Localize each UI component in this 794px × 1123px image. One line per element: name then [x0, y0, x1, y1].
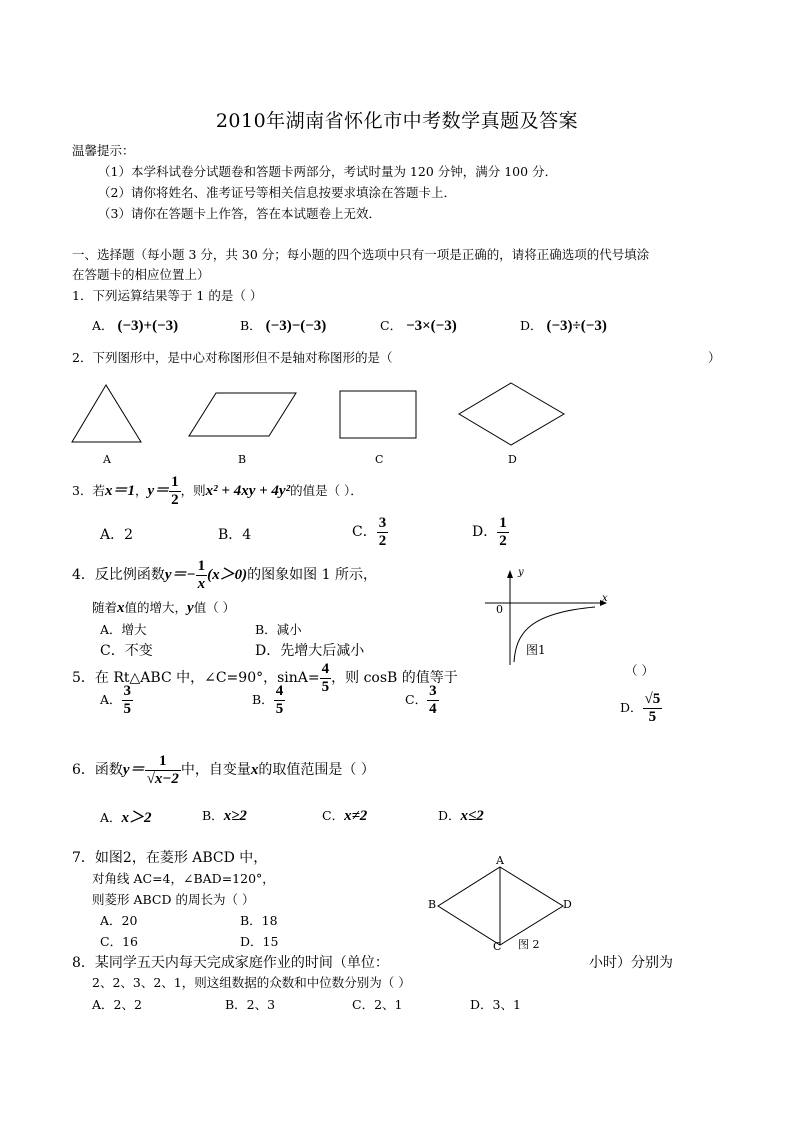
q2-stem: 2．下列图形中，是中心对称图形但不是轴对称图形的是（ — [72, 350, 393, 365]
q8-option-b: B．2、3 — [225, 997, 276, 1012]
q7-line2: 对角线 AC=4，∠BAD=120°， — [92, 871, 275, 886]
q8-option-d: D．3、1 — [470, 997, 521, 1012]
q7-fig-d: D — [563, 898, 572, 911]
q3-option-a: A．2 — [100, 527, 134, 543]
q1-option-a: A． (−3)+(−3) — [92, 318, 179, 334]
q2-paren-close: ） — [708, 350, 721, 365]
tips-heading: 温馨提示： — [72, 143, 135, 158]
q7-option-b: B．18 — [240, 913, 278, 928]
q8-line1: 8．某同学五天内每天完成家庭作业的时间（单位： — [72, 955, 389, 971]
q4-option-d: D．先增大后减小 — [255, 643, 365, 659]
q5-paren: （ ） — [625, 663, 654, 678]
q7-option-c: C．16 — [100, 934, 138, 949]
q2-label-d: D — [508, 453, 517, 466]
q4-stem: 4．反比例函数y＝− $\frac{1}{x}$ (x＞0)的图象如图 1 所示， — [72, 557, 377, 592]
q6-option-c: C．x≠2 — [322, 808, 368, 824]
q7-line1: 7．如图2，在菱形 ABCD 中， — [72, 850, 268, 866]
q8-option-c: C．2、1 — [352, 997, 403, 1012]
q3-option-b: B．4 — [218, 527, 252, 543]
q4-fig-x-label: x — [602, 593, 608, 604]
q5-option-d: D． $\frac{√5}{5}$ — [620, 691, 661, 725]
q5-stem: 5．在 Rt△ABC 中，∠C=90°，sinA= $\frac{4}{5}$ ，则 cosB 的值等于 — [72, 660, 458, 695]
q8-option-a: A．2、2 — [92, 997, 142, 1012]
q3-option-d: D． $\frac{1}{2}$ — [472, 514, 507, 549]
q1-stem: 1．下列运算结果等于 1 的是（ ） — [72, 288, 263, 303]
q7-fig-caption: 图 2 — [518, 938, 540, 951]
q2-label-c: C — [375, 453, 384, 466]
tip-1: （1）本学科试卷分试题卷和答题卡两部分，考试时量为 120 分钟，满分 100 分． — [98, 164, 558, 179]
q7-line3: 则菱形 ABCD 的周长为（ ） — [92, 892, 255, 907]
q2-label-b: B — [238, 453, 247, 466]
q3-y-fraction: $\frac{1}{2}$ — [171, 474, 179, 508]
tip-3: （3）请你在答题卡上作答，答在本试题卷上无效． — [98, 206, 381, 221]
section-heading: 一、选择题（每小题 3 分，共 30 分；每小题的四个选项中只有一项是正确的，请将正确选项的代号填涂 — [72, 247, 650, 262]
page-title: 2010年湖南省怀化市中考数学真题及答案 — [215, 110, 579, 132]
q4-fig-origin: 0 — [496, 603, 503, 616]
q4-option-b: B．减小 — [255, 622, 302, 637]
q6-option-b: B．x≥2 — [202, 808, 247, 824]
q7-fig-c: C — [493, 940, 502, 953]
q5-option-b: B． $\frac{4}{5}$ — [252, 683, 284, 717]
q6-stem: 6．函数y＝ $\frac{1}{√x-2}$ 中，自变量x的取值范围是（ ） — [72, 752, 375, 787]
q3-option-c: C． $\frac{3}{2}$ — [352, 514, 387, 549]
q5-option-c: C． $\frac{3}{4}$ — [405, 683, 437, 717]
q7-option-a: A．20 — [100, 913, 138, 928]
q7-fig-b: B — [428, 898, 437, 911]
q8-line2: 2、2、3、2、1，则这组数据的众数和中位数分别为（ ） — [92, 975, 411, 990]
q6-option-a: A．x＞2 — [100, 810, 152, 826]
q4-option-c: C．不变 — [100, 643, 153, 659]
q1-option-d: D． (−3)÷(−3) — [520, 318, 607, 334]
q4-line2: 随着x值的增大，y值（ ） — [92, 600, 236, 616]
q3-stem: 3．若x＝1，y＝ $\frac{1}{2}$ ，则x² + 4xy + 4y²的值是（ ）． — [72, 474, 363, 508]
q1-option-c: C． −3×(−3) — [380, 318, 457, 334]
q5-option-a: A． $\frac{3}{5}$ — [100, 683, 132, 717]
section-heading-cont: 在答题卡的相应位置上） — [72, 267, 210, 282]
q4-option-a: A．增大 — [100, 622, 147, 637]
q8-line1-end: 小时）分别为 — [589, 955, 673, 971]
tip-2: （2）请你将姓名、准考证号等相关信息按要求填涂在答题卡上． — [98, 185, 456, 200]
q1-option-b: B． (−3)−(−3) — [240, 318, 327, 334]
q7-fig-a: A — [496, 854, 504, 867]
q4-fig-y-label: y — [518, 567, 524, 578]
q6-option-d: D．x≤2 — [438, 808, 484, 824]
q2-label-a: A — [103, 453, 111, 466]
q4-fig-caption: 图1 — [526, 643, 546, 657]
q7-option-d: D．15 — [240, 934, 279, 949]
